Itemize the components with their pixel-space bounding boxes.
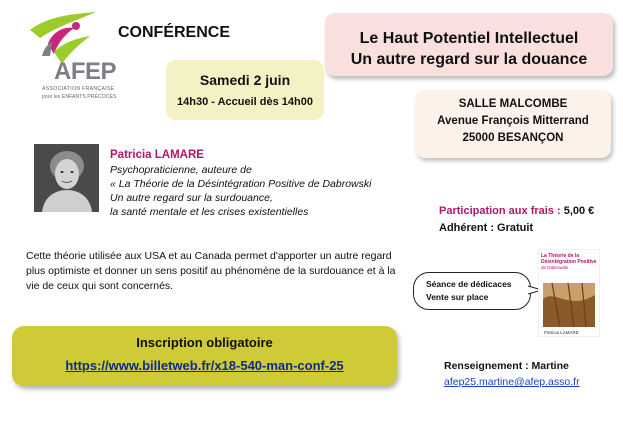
book-title-1: La Théorie de la <box>541 253 580 259</box>
speaker-role-line: Psychopraticienne, auteure de <box>110 164 252 176</box>
inscription-link[interactable]: https://www.billetweb.fr/x18-540-man-conf-25 <box>65 358 344 373</box>
book-title-2: Désintégration Positive <box>541 259 597 265</box>
venue-street: Avenue François Mitterrand <box>437 115 589 127</box>
book-title-3: de Dabrowski <box>541 265 569 270</box>
book-author: Patricia LAMARE <box>544 330 579 335</box>
venue-box <box>415 90 611 158</box>
contact-label: Renseignement : Martine <box>444 360 569 372</box>
speaker-role <box>110 163 400 219</box>
book-cover <box>538 249 600 337</box>
speaker-role-line: Un autre regard sur la surdouance, <box>110 192 273 204</box>
participation-label: Participation aux frais : <box>439 205 561 217</box>
venue-city: 25000 BESANÇON <box>462 132 564 144</box>
title-line-2: Un autre regard sur la douance <box>350 51 588 68</box>
title-line-1: Le Haut Potentiel Intellectuel <box>359 30 579 47</box>
bubble-line-2: Vente sur place <box>426 292 489 302</box>
speaker-role-line: la santé mentale et les crises existentielles <box>110 206 309 218</box>
speaker-role-line: « La Théorie de la Désintégration Positive de Dabrowski <box>110 178 372 190</box>
participation-fee <box>439 204 594 219</box>
title-box <box>325 13 613 76</box>
event-day: Samedi 2 juin <box>199 72 291 88</box>
date-box <box>166 60 324 120</box>
logo-subtitle: ASSOCIATION FRANÇAISE <box>42 86 115 92</box>
participation-value: 5,00 € <box>563 205 595 217</box>
signing-bubble <box>413 272 531 310</box>
event-time: 14h30 - Accueil dès 14h00 <box>177 96 313 108</box>
speaker-name: Patricia LAMARE <box>110 149 204 161</box>
bubble-line-1: Séance de dédicaces <box>426 279 512 289</box>
conference-heading: CONFÉRENCE <box>118 24 231 41</box>
logo-subtitle-2: pour les ENFANTS PRÉCOCES <box>42 94 117 100</box>
inscription-title: Inscription obligatoire <box>136 335 273 350</box>
contact-email-link[interactable]: afep25.martine@afep.asso.fr <box>444 376 580 388</box>
adherent-price: Adhérent : Gratuit <box>439 222 534 234</box>
venue-name: SALLE MALCOMBE <box>458 98 568 110</box>
inscription-box <box>12 326 397 386</box>
speaker-photo <box>34 144 99 212</box>
description-text: Cette théorie utilisée aux USA et au Canada permet d'apporter un autre regard plus optimiste et donner un sens positif au phénomène de la surdouance et à la vie de ceux qui sont concernés. <box>26 250 396 292</box>
logo-text: AFEP <box>54 58 117 85</box>
